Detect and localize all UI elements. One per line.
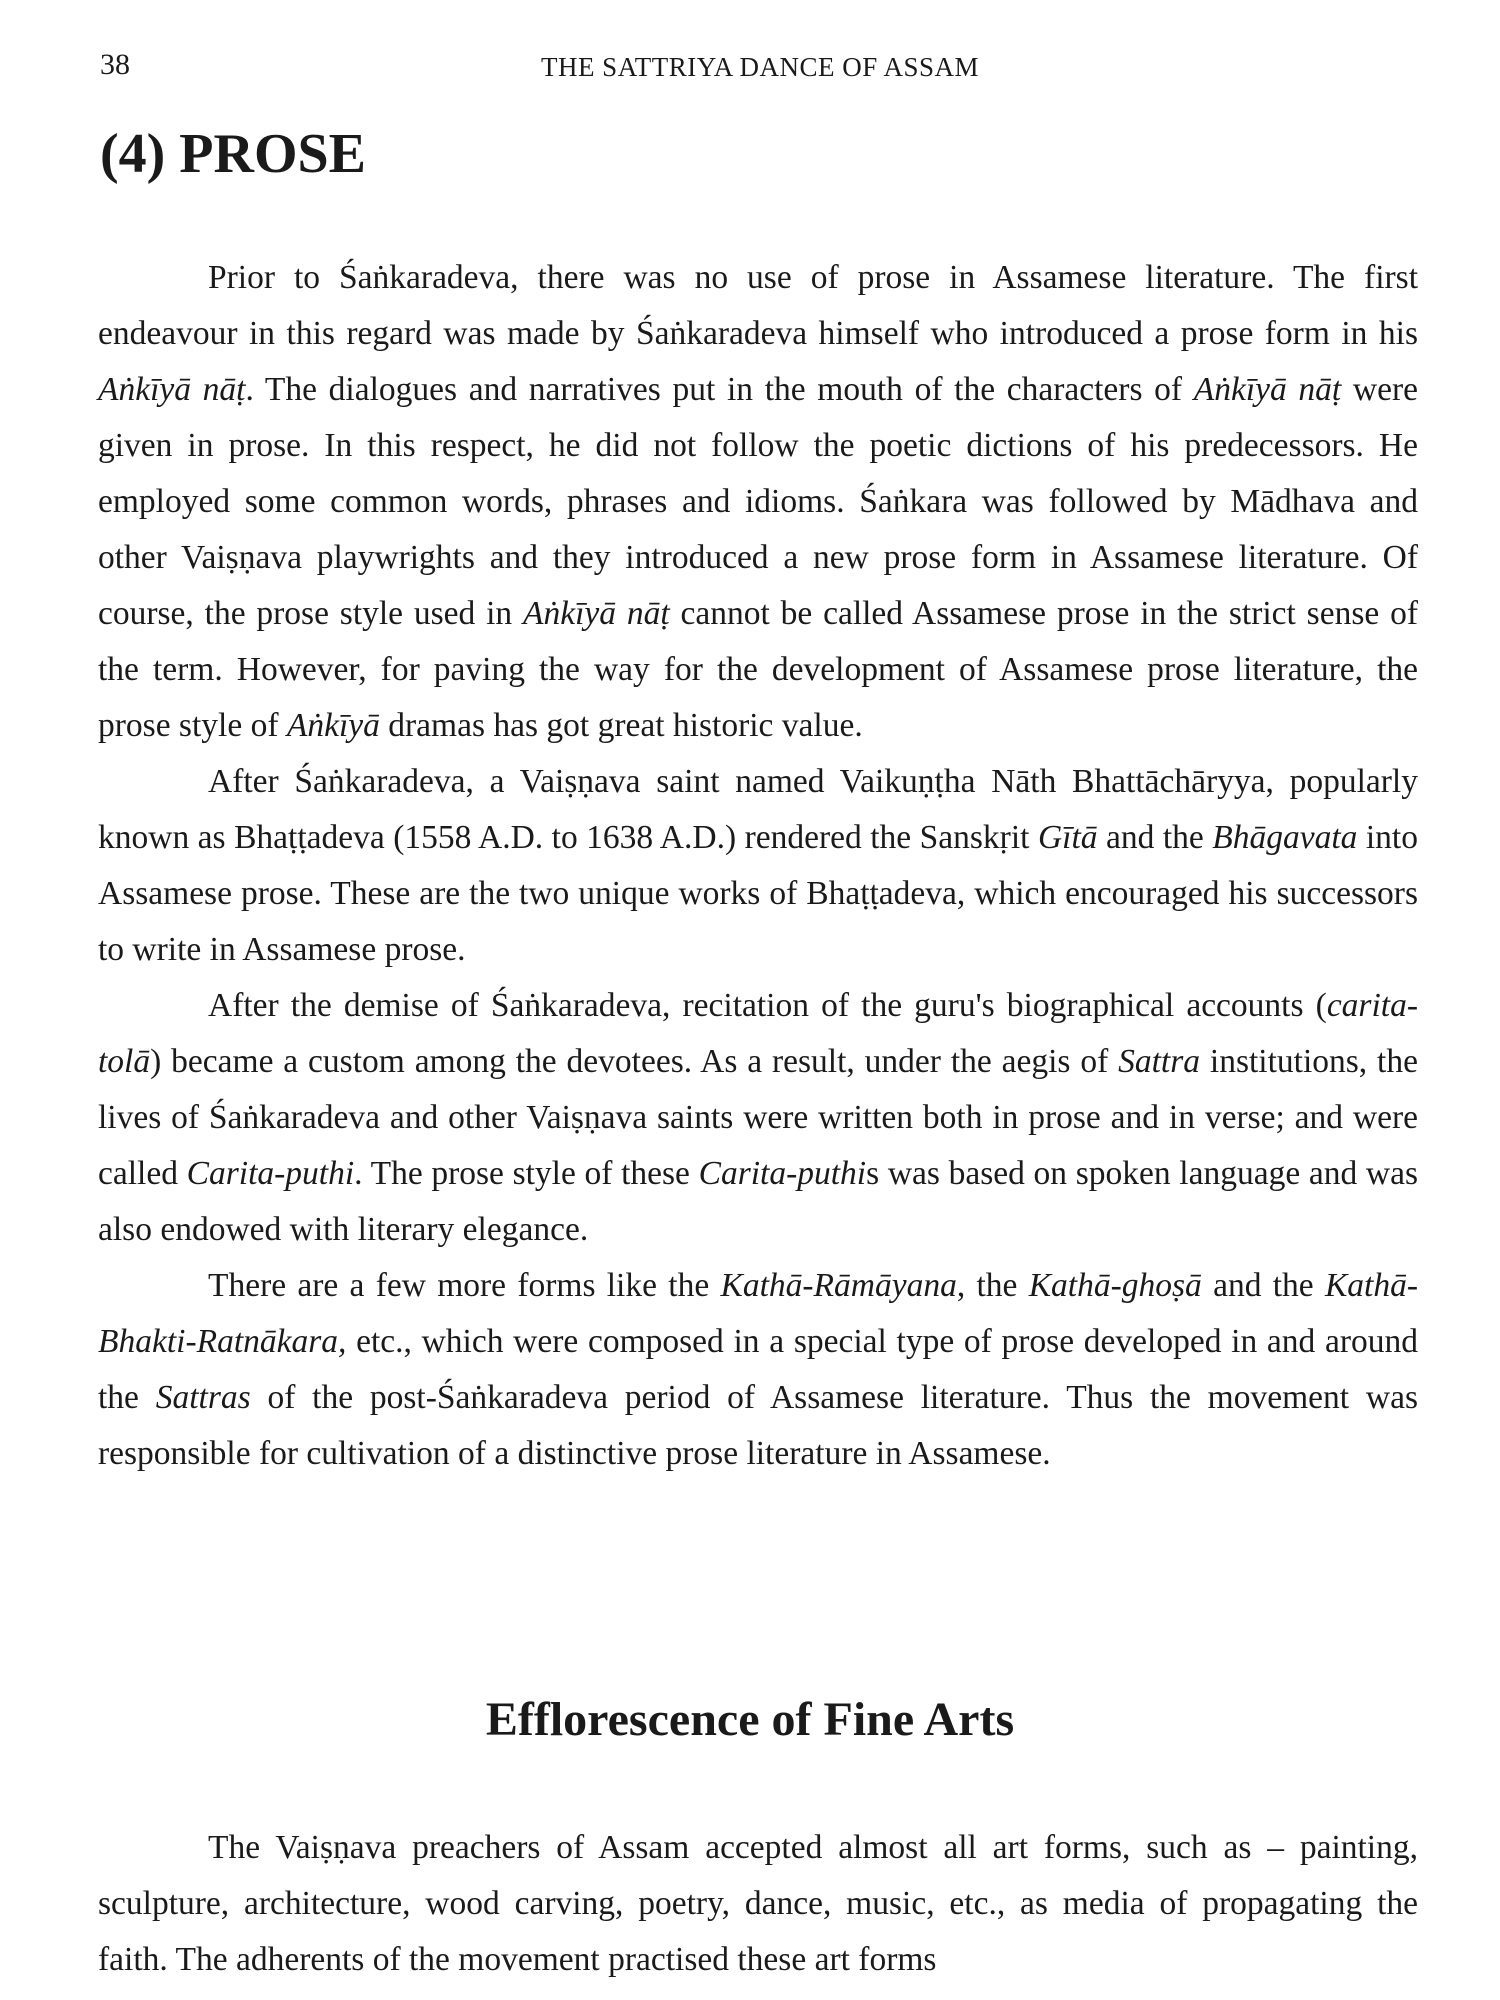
text-run: into Assamese prose. These are the two unique works of Bhaṭṭadeva, which encouraged his successors to write in Assamese prose. xyxy=(98,819,1418,968)
text-run: s was based on spoken language and was also endowed with literary elegance. xyxy=(98,1155,1418,1248)
page-number: 38 xyxy=(100,48,130,81)
paragraph xyxy=(98,978,1418,1258)
italic-text: Kathā-Rāmāyana xyxy=(720,1267,957,1304)
italic-text: Aṅkīyā nāṭ xyxy=(523,595,670,632)
italic-text: Aṅkīyā xyxy=(286,707,380,744)
text-run: Prior to Śaṅkaradeva, there was no use of prose in Assamese literature. The first endeavour in this regard was made by Śaṅkaradeva himself who introduced a prose form in his xyxy=(98,259,1418,352)
text-run: , the xyxy=(956,1267,1029,1304)
italic-text: Aṅkīyā nāṭ xyxy=(1193,371,1342,408)
section-heading-fine-arts: Efflorescence of Fine Arts xyxy=(485,1693,1015,1746)
italic-text: Sattra xyxy=(1118,1043,1201,1080)
fine-arts-section-body xyxy=(98,1820,1418,1988)
paragraph xyxy=(98,1820,1418,1988)
paragraph xyxy=(98,1258,1418,1482)
text-run: ) became a custom among the devotees. As a result, under the aegis of xyxy=(150,1043,1119,1080)
text-run: etc., which were composed in a special type of prose developed in and around the xyxy=(98,1323,1418,1416)
text-run: and the xyxy=(1097,819,1213,856)
paragraph xyxy=(98,754,1418,978)
italic-text: Kathā-Bhakti-Ratnākara, xyxy=(98,1267,1419,1360)
italic-text: Kathā-ghoṣā xyxy=(1028,1267,1202,1304)
text-run: were given in prose. In this respect, he did not follow the poetic dictions of his predecessors. He employed some common words, phrases and idioms. Śaṅkara was followed by Mādhava and other Vaiṣṇava playwrights and they introduced a new prose form in Assamese literature. Of course, the prose style used in xyxy=(98,371,1418,632)
text-run: The Vaiṣṇava preachers of Assam accepted almost all art forms, such as – painting, sculpture, architecture, wood carving, poetry, dance, music, etc., as media of propagating the faith. The adherents of the movement practised these art forms xyxy=(98,1829,1418,1978)
section-heading-prose: (4) PROSE xyxy=(100,123,366,185)
running-title: THE SATTRIYA DANCE OF ASSAM xyxy=(540,52,980,82)
text-run: institutions, the lives of Śaṅkaradeva and other Vaiṣṇava saints were written both in prose and in verse; and were called xyxy=(98,1043,1418,1192)
italic-text: Gītā xyxy=(1037,819,1098,856)
text-run: . The prose style of these xyxy=(354,1155,699,1192)
text-run: of the post-Śaṅkaradeva period of Assamese literature. Thus the movement was responsible for cultivation of a distinctive prose literature in Assamese. xyxy=(98,1379,1418,1472)
text-run: After Śaṅkaradeva, a Vaiṣṇava saint named Vaikuṇṭha Nāth Bhattāchāryya, popularly known as Bhaṭṭadeva (1558 A.D. to 1638 A.D.) rendered the Sanskṛit xyxy=(98,763,1418,856)
italic-text: carita-tolā xyxy=(98,987,1418,1080)
italic-text: Bhāgavata xyxy=(1212,819,1358,856)
italic-text: Sattras xyxy=(155,1379,251,1416)
text-run: dramas has got great historic value. xyxy=(379,707,863,744)
text-run: . The dialogues and narratives put in the mouth of the characters of xyxy=(245,371,1194,408)
prose-section-body xyxy=(98,250,1418,1482)
page-header xyxy=(100,48,1420,88)
italic-text: Carita-puthi xyxy=(698,1155,867,1192)
italic-text: Aṅkīyā nāṭ xyxy=(98,371,246,408)
text-run: There are a few more forms like the xyxy=(208,1267,721,1304)
text-run: After the demise of Śaṅkaradeva, recitation of the guru's biographical accounts ( xyxy=(208,987,1327,1024)
text-run: cannot be called Assamese prose in the strict sense of the term. However, for paving the way for the development of Assamese prose literature, the prose style of xyxy=(98,595,1418,744)
italic-text: Carita-puthi xyxy=(186,1155,355,1192)
text-run: and the xyxy=(1201,1267,1325,1304)
paragraph xyxy=(98,250,1418,754)
